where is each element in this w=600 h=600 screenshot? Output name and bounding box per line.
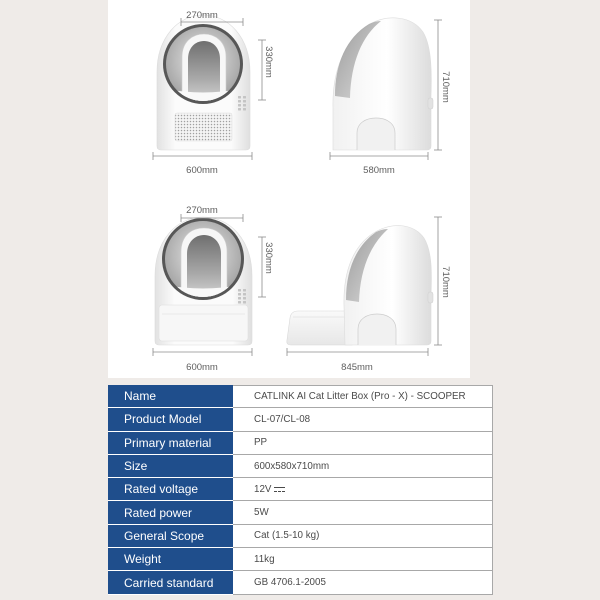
dc-symbol-icon xyxy=(274,487,285,492)
spec-value-text: PP xyxy=(254,437,268,449)
spec-label: Weight xyxy=(108,548,233,571)
spec-value xyxy=(233,478,493,501)
spec-value xyxy=(233,525,493,548)
spec-value xyxy=(233,571,493,594)
litter-box-front-view xyxy=(157,15,250,150)
dimension-depth xyxy=(287,348,428,373)
spec-row-carried-standard xyxy=(108,571,493,594)
side-knob xyxy=(428,98,433,109)
spec-value-text: Cat (1.5-10 kg) xyxy=(254,530,320,542)
spec-row-weight xyxy=(108,548,493,571)
spec-value-text: CL-07/CL-08 xyxy=(254,413,311,425)
spec-row-name xyxy=(108,385,493,408)
base-arch xyxy=(358,314,396,345)
dimension-label: 600mm xyxy=(186,165,218,176)
dimension-label: 845mm xyxy=(341,362,373,373)
spec-value xyxy=(233,385,493,408)
spec-label: Carried standard xyxy=(108,571,233,594)
dimension-diagrams xyxy=(108,0,470,378)
litter-box-side-view-extended xyxy=(287,226,433,345)
dimension-label: 710mm xyxy=(440,266,451,298)
litter-box-front-view-extended xyxy=(155,217,252,345)
dimension-label: 600mm xyxy=(186,362,218,373)
spec-value-text: 5W xyxy=(254,507,269,519)
litter-box-side-view xyxy=(333,18,433,150)
spec-value xyxy=(233,432,493,455)
spec-table xyxy=(108,385,493,595)
spec-label: Name xyxy=(108,385,233,408)
spec-label: Product Model xyxy=(108,408,233,431)
dimension-side-height xyxy=(258,40,274,100)
spec-label: Rated power xyxy=(108,501,233,524)
extended-tray xyxy=(287,311,352,345)
spec-label: Size xyxy=(108,455,233,478)
spec-row-rated-power xyxy=(108,501,493,524)
dimension-base-width xyxy=(153,152,252,176)
side-knob xyxy=(428,292,433,303)
dimension-height xyxy=(434,20,451,150)
waste-drawer xyxy=(159,305,248,341)
dimension-label: 710mm xyxy=(440,71,451,103)
spec-label: Primary material xyxy=(108,432,233,455)
vent-grille xyxy=(175,113,232,141)
spec-label: Rated voltage xyxy=(108,478,233,501)
spec-value-text: CATLINK AI Cat Litter Box (Pro - X) - SCOOPER xyxy=(254,391,466,403)
dimension-diagram-panel xyxy=(108,0,470,378)
spec-value-text: GB 4706.1-2005 xyxy=(254,577,326,589)
spec-value xyxy=(233,455,493,478)
dimension-label: 330mm xyxy=(263,242,274,274)
spec-value xyxy=(233,408,493,431)
spec-row-rated-voltage xyxy=(108,478,493,501)
dimension-height xyxy=(434,217,451,345)
spec-row-primary-material xyxy=(108,432,493,455)
spec-value xyxy=(233,501,493,524)
spec-row-product-model xyxy=(108,408,493,431)
dimension-label: 330mm xyxy=(263,46,274,78)
spec-label: General Scope xyxy=(108,525,233,548)
spec-row-general-scope xyxy=(108,525,493,548)
spec-value-text: 12V xyxy=(254,483,272,495)
dimension-side-height xyxy=(258,237,274,297)
dimension-base-width xyxy=(153,348,252,373)
dimension-label: 270mm xyxy=(186,205,218,216)
spec-value-text: 11kg xyxy=(254,553,275,565)
dimension-depth xyxy=(330,152,428,176)
spec-value xyxy=(233,548,493,571)
base-arch xyxy=(357,118,395,150)
dimension-label: 270mm xyxy=(186,10,218,21)
dimension-label: 580mm xyxy=(363,165,395,176)
spec-value-text: 600x580x710mm xyxy=(254,460,330,472)
spec-row-size xyxy=(108,455,493,478)
